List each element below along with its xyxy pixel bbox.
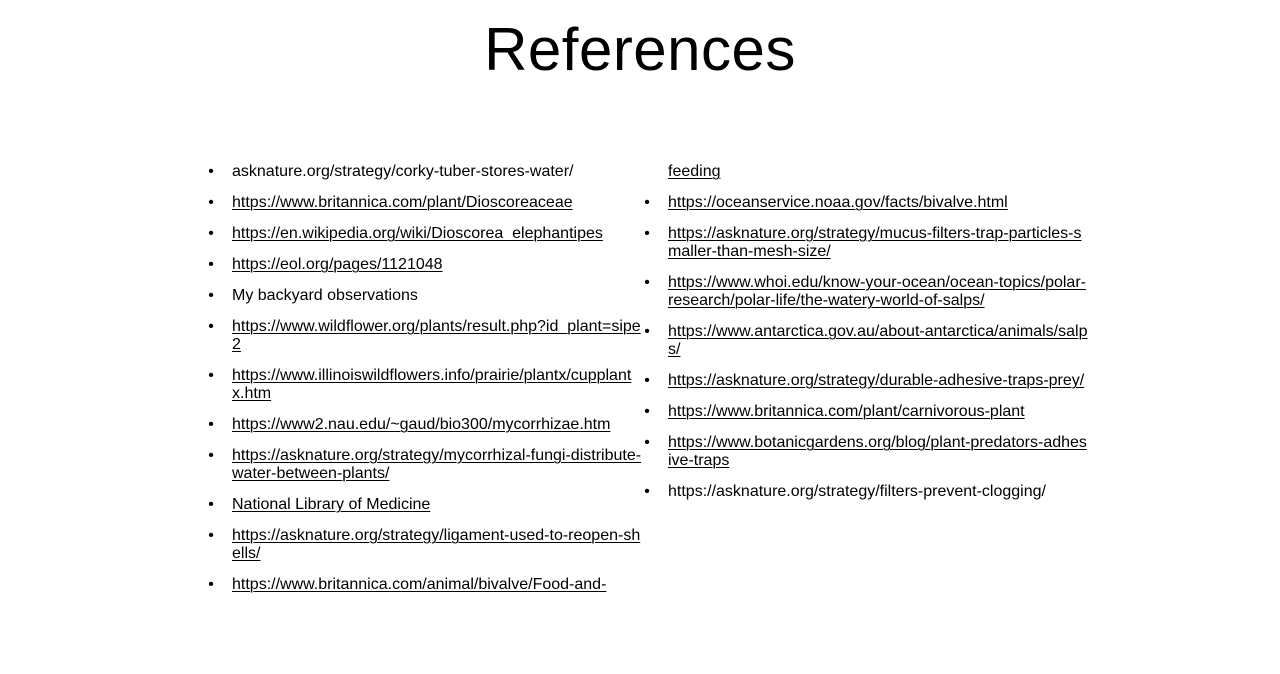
reference-item [644,194,1088,212]
reference-link[interactable]: https://en.wikipedia.org/wiki/Dioscorea_elephantipes [232,225,603,242]
reference-item [208,367,642,403]
reference-link[interactable]: https://eol.org/pages/1121048 [232,256,443,273]
bullet-icon: • [208,416,214,433]
reference-item [208,527,642,563]
reference-item [208,163,642,181]
bullet-icon: • [208,256,214,273]
reference-item [208,416,642,434]
bullet-icon: • [208,367,214,384]
references-list-left [208,163,642,607]
bullet-icon: • [208,527,214,544]
bullet-icon: • [208,318,214,335]
reference-text: https://asknature.org/strategy/filters-prevent-clogging/ [668,483,1046,500]
slide-title: References [484,16,796,83]
reference-link[interactable]: https://www2.nau.edu/~gaud/bio300/mycorrhizae.htm [232,416,611,433]
bullet-icon: • [208,447,214,464]
reference-text: My backyard observations [232,287,418,304]
reference-link[interactable]: https://www.whoi.edu/know-your-ocean/ocean-topics/polar-research/polar-life/the-watery-world-of-salps/ [668,274,1086,309]
reference-item [644,403,1088,421]
reference-link[interactable]: https://asknature.org/strategy/durable-adhesive-traps-prey/ [668,372,1085,389]
reference-link[interactable]: National Library of Medicine [232,496,431,513]
reference-link[interactable]: https://oceanservice.noaa.gov/facts/bivalve.html [668,194,1008,211]
reference-link[interactable]: https://www.britannica.com/animal/bivalve/Food-and- [232,576,607,593]
reference-item [208,225,642,243]
bullet-icon: • [644,194,650,211]
reference-link[interactable]: https://www.wildflower.org/plants/result.php?id_plant=sipe2 [232,318,641,353]
reference-link[interactable]: https://www.britannica.com/plant/carnivorous-plant [668,403,1025,420]
bullet-icon: • [208,496,214,513]
bullet-icon: • [644,372,650,389]
reference-item [208,287,642,305]
reference-link[interactable]: https://asknature.org/strategy/mucus-filters-trap-particles-smaller-than-mesh-size/ [668,225,1082,260]
reference-item [644,274,1088,310]
reference-item [208,496,642,514]
reference-text: asknature.org/strategy/corky-tuber-stores-water/ [232,163,574,180]
bullet-icon: • [208,163,214,180]
bullet-icon: • [644,483,650,500]
bullet-icon: • [208,576,214,593]
reference-item [644,225,1088,261]
reference-item [208,256,642,274]
reference-item [644,323,1088,359]
bullet-icon: • [208,194,214,211]
bullet-icon: • [644,274,650,291]
reference-link[interactable]: https://www.antarctica.gov.au/about-antarctica/animals/salps/ [668,323,1088,358]
reference-item [208,447,642,483]
reference-item [644,434,1088,470]
bullet-icon: • [208,225,214,242]
reference-item [208,194,642,212]
bullet-icon: • [644,323,650,340]
reference-link[interactable]: https://www.illinoiswildflowers.info/prairie/plantx/cupplantx.htm [232,367,632,402]
reference-link[interactable]: https://asknature.org/strategy/mycorrhizal-fungi-distribute-water-between-plants/ [232,447,642,482]
reference-link[interactable]: https://www.britannica.com/plant/Dioscoreaceae [232,194,573,211]
reference-item [208,318,642,354]
reference-link-continuation[interactable]: feeding [668,163,721,180]
bullet-icon: • [644,225,650,242]
reference-continuation [668,163,1088,181]
reference-item [644,372,1088,390]
reference-link[interactable]: https://www.botanicgardens.org/blog/plant-predators-adhesive-traps [668,434,1087,469]
reference-item [644,483,1088,501]
reference-item [208,576,642,594]
reference-link[interactable]: https://asknature.org/strategy/ligament-used-to-reopen-shells/ [232,527,641,562]
bullet-icon: • [208,287,214,304]
references-list-right [644,163,1088,514]
bullet-icon: • [644,403,650,420]
bullet-icon: • [644,434,650,451]
